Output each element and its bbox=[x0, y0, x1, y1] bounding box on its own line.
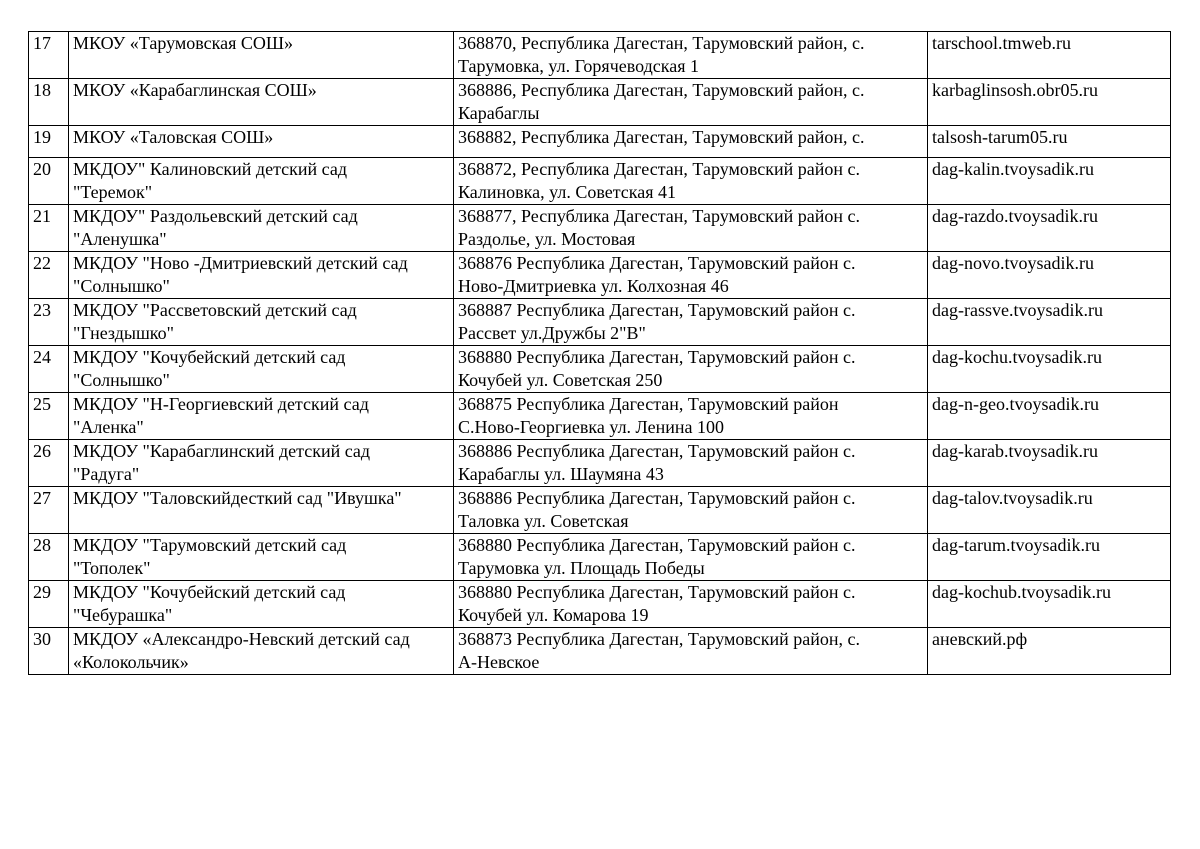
institution-name-line: "Чебурашка" bbox=[73, 605, 173, 625]
institution-name-cell bbox=[69, 440, 454, 487]
row-number: 20 bbox=[29, 158, 69, 205]
row-number: 24 bbox=[29, 346, 69, 393]
address-cell bbox=[454, 299, 928, 346]
row-number: 25 bbox=[29, 393, 69, 440]
website-cell: dag-n-geo.tvoysadik.ru bbox=[928, 393, 1171, 440]
institution-name-cell bbox=[69, 393, 454, 440]
address-line: Тарумовка, ул. Горячеводская 1 bbox=[458, 56, 699, 76]
row-number: 21 bbox=[29, 205, 69, 252]
table-row bbox=[29, 79, 1171, 126]
website-cell: talsosh-tarum05.ru bbox=[928, 126, 1171, 158]
address-line: 368887 Республика Дагестан, Тарумовский район с. bbox=[458, 300, 856, 320]
row-number: 27 bbox=[29, 487, 69, 534]
address-line: 368877, Республика Дагестан, Тарумовский район с. bbox=[458, 206, 861, 226]
website-cell: аневский.рф bbox=[928, 628, 1171, 675]
address-cell bbox=[454, 581, 928, 628]
website-cell: dag-karab.tvoysadik.ru bbox=[928, 440, 1171, 487]
table-row bbox=[29, 393, 1171, 440]
table-row bbox=[29, 581, 1171, 628]
institution-name-cell bbox=[69, 126, 454, 158]
row-number: 26 bbox=[29, 440, 69, 487]
website-cell: dag-rassve.tvoysadik.ru bbox=[928, 299, 1171, 346]
website-cell: dag-talov.tvoysadik.ru bbox=[928, 487, 1171, 534]
table-row bbox=[29, 126, 1171, 158]
address-cell bbox=[454, 393, 928, 440]
address-cell bbox=[454, 79, 928, 126]
institution-name-cell bbox=[69, 158, 454, 205]
institution-name-line: МКДОУ "Н-Георгиевский детский сад bbox=[73, 394, 369, 414]
address-line: Тарумовка ул. Площадь Победы bbox=[458, 558, 705, 578]
institution-name-line: МКДОУ "Тарумовский детский сад bbox=[73, 535, 347, 555]
institution-name-line: МКДОУ" Раздольевский детский сад bbox=[73, 206, 358, 226]
address-line: Ново-Дмитриевка ул. Колхозная 46 bbox=[458, 276, 729, 296]
institution-name-cell bbox=[69, 32, 454, 79]
institution-name-cell bbox=[69, 346, 454, 393]
address-line: 368870, Республика Дагестан, Тарумовский район, с. bbox=[458, 33, 865, 53]
institution-name-line: МКДОУ "Кочубейский детский сад bbox=[73, 347, 346, 367]
institution-name-line: МКДОУ "Кочубейский детский сад bbox=[73, 582, 346, 602]
row-number: 23 bbox=[29, 299, 69, 346]
address-cell bbox=[454, 126, 928, 158]
institution-name-line: "Тополек" bbox=[73, 558, 151, 578]
row-number: 28 bbox=[29, 534, 69, 581]
address-cell bbox=[454, 440, 928, 487]
website-cell: dag-kalin.tvoysadik.ru bbox=[928, 158, 1171, 205]
table-body bbox=[29, 32, 1171, 675]
institution-name-cell bbox=[69, 628, 454, 675]
address-cell bbox=[454, 32, 928, 79]
address-line: Рассвет ул.Дружбы 2"В" bbox=[458, 323, 646, 343]
table-row bbox=[29, 158, 1171, 205]
institution-name-cell bbox=[69, 487, 454, 534]
institution-name-line: "Солнышко" bbox=[73, 276, 170, 296]
address-line: 368880 Республика Дагестан, Тарумовский район с. bbox=[458, 347, 856, 367]
institution-name-line: "Теремок" bbox=[73, 182, 153, 202]
institution-name-line: МКДОУ "Рассветовский детский сад bbox=[73, 300, 357, 320]
address-cell bbox=[454, 534, 928, 581]
address-cell bbox=[454, 487, 928, 534]
website-cell: dag-razdo.tvoysadik.ru bbox=[928, 205, 1171, 252]
address-line: Калиновка, ул. Советская 41 bbox=[458, 182, 677, 202]
institution-name-cell bbox=[69, 534, 454, 581]
institution-name-cell bbox=[69, 581, 454, 628]
address-line: 368873 Республика Дагестан, Тарумовский район, с. bbox=[458, 629, 861, 649]
table-row bbox=[29, 205, 1171, 252]
row-number: 18 bbox=[29, 79, 69, 126]
address-line: 368886 Республика Дагестан, Тарумовский район с. bbox=[458, 488, 856, 508]
address-line: А-Невское bbox=[458, 652, 540, 672]
address-line: С.Ново-Георгиевка ул. Ленина 100 bbox=[458, 417, 725, 437]
website-cell: dag-tarum.tvoysadik.ru bbox=[928, 534, 1171, 581]
institutions-table bbox=[28, 31, 1171, 675]
address-cell bbox=[454, 252, 928, 299]
institution-name-line: МКОУ «Таловская СОШ» bbox=[73, 127, 274, 147]
table-row bbox=[29, 440, 1171, 487]
row-number: 29 bbox=[29, 581, 69, 628]
institution-name-cell bbox=[69, 299, 454, 346]
institution-name-line: МКДОУ "Карабаглинский детский сад bbox=[73, 441, 371, 461]
address-line: Карабаглы ул. Шаумяна 43 bbox=[458, 464, 664, 484]
institution-name-cell bbox=[69, 79, 454, 126]
institution-name-line: "Аленушка" bbox=[73, 229, 167, 249]
address-line: Кочубей ул. Советская 250 bbox=[458, 370, 663, 390]
address-cell bbox=[454, 346, 928, 393]
table-row bbox=[29, 534, 1171, 581]
table-row bbox=[29, 252, 1171, 299]
row-number: 22 bbox=[29, 252, 69, 299]
address-line: Раздолье, ул. Мостовая bbox=[458, 229, 636, 249]
website-cell: dag-kochu.tvoysadik.ru bbox=[928, 346, 1171, 393]
institution-name-line: "Радуга" bbox=[73, 464, 140, 484]
address-cell bbox=[454, 158, 928, 205]
website-cell: dag-novo.tvoysadik.ru bbox=[928, 252, 1171, 299]
address-line: 368886, Республика Дагестан, Тарумовский район, с. bbox=[458, 80, 865, 100]
institution-name-line: МКОУ «Тарумовская СОШ» bbox=[73, 33, 294, 53]
address-line: 368872, Республика Дагестан, Тарумовский район с. bbox=[458, 159, 861, 179]
institution-name-cell bbox=[69, 205, 454, 252]
address-cell bbox=[454, 205, 928, 252]
institution-name-line: МКДОУ «Александро-Невский детский сад bbox=[73, 629, 410, 649]
website-cell: karbaglinsosh.obr05.ru bbox=[928, 79, 1171, 126]
address-line: 368880 Республика Дагестан, Тарумовский район с. bbox=[458, 582, 856, 602]
table-row bbox=[29, 32, 1171, 79]
table-row bbox=[29, 628, 1171, 675]
website-cell: tarschool.tmweb.ru bbox=[928, 32, 1171, 79]
address-cell bbox=[454, 628, 928, 675]
row-number: 17 bbox=[29, 32, 69, 79]
institution-name-line: МКДОУ" Калиновский детский сад bbox=[73, 159, 348, 179]
website-cell: dag-kochub.tvoysadik.ru bbox=[928, 581, 1171, 628]
institution-name-line: МКДОУ "Ново -Дмитриевский детский сад bbox=[73, 253, 408, 273]
address-line: 368875 Республика Дагестан, Тарумовский район bbox=[458, 394, 839, 414]
row-number: 19 bbox=[29, 126, 69, 158]
institution-name-line: МКДОУ "Таловскийдесткий сад "Ивушка" bbox=[73, 488, 402, 508]
institution-name-line: МКОУ «Карабаглинская СОШ» bbox=[73, 80, 317, 100]
table-row bbox=[29, 487, 1171, 534]
address-line: Таловка ул. Советская bbox=[458, 511, 629, 531]
institution-name-line: "Солнышко" bbox=[73, 370, 170, 390]
address-line: Кочубей ул. Комарова 19 bbox=[458, 605, 649, 625]
table-row bbox=[29, 299, 1171, 346]
table-row bbox=[29, 346, 1171, 393]
institution-name-cell bbox=[69, 252, 454, 299]
address-line: 368882, Республика Дагестан, Тарумовский район, с. bbox=[458, 127, 865, 147]
address-line: 368876 Республика Дагестан, Тарумовский район с. bbox=[458, 253, 856, 273]
institution-name-line: "Гнездышко" bbox=[73, 323, 174, 343]
address-line: 368880 Республика Дагестан, Тарумовский район с. bbox=[458, 535, 856, 555]
row-number: 30 bbox=[29, 628, 69, 675]
address-line: 368886 Республика Дагестан, Тарумовский район с. bbox=[458, 441, 856, 461]
institution-name-line: «Колокольчик» bbox=[73, 652, 189, 672]
institution-name-line: "Аленка" bbox=[73, 417, 144, 437]
address-line: Карабаглы bbox=[458, 103, 540, 123]
